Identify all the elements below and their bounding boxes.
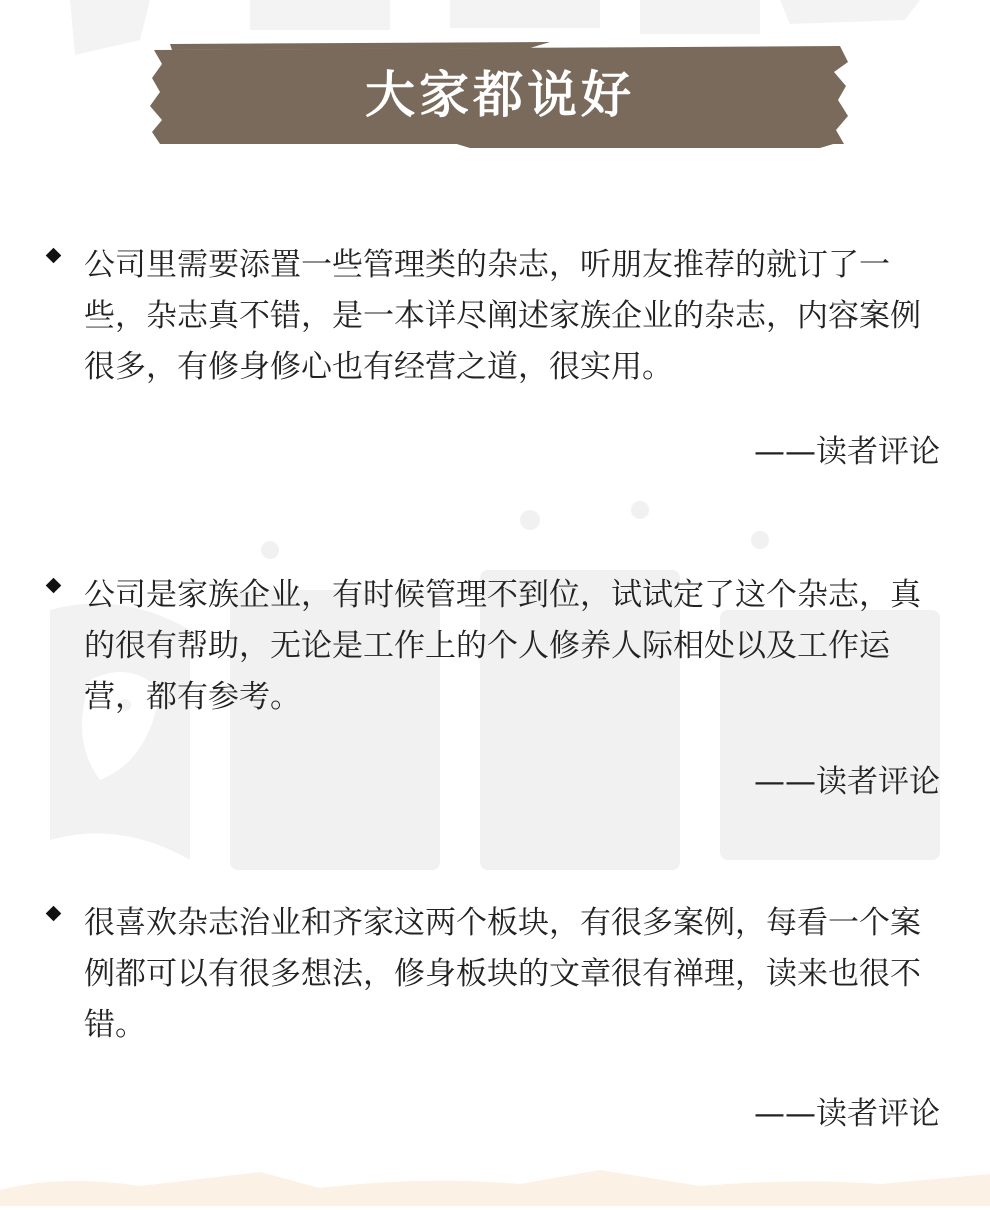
review-text: 公司是家族企业，有时候管理不到位，试试定了这个杂志，真的很有帮助，无论是工作上的个人修养人际相处以及工作运营，都有参考。 <box>84 577 921 715</box>
review-attribution: ——读者评论 <box>754 764 940 800</box>
review-item <box>40 240 945 393</box>
bottom-decoration <box>0 1160 990 1206</box>
review-item <box>40 570 945 723</box>
review-item <box>40 898 945 1051</box>
diamond-bullet-icon <box>46 906 62 922</box>
review-text: 很喜欢杂志治业和齐家这两个板块，有很多案例，每看一个案例都可以有很多想法，修身板块的文章很有禅理，读来也很不错。 <box>84 905 921 1043</box>
page-title: 大家都说好 <box>365 66 635 124</box>
header-banner <box>150 42 850 148</box>
review-text: 公司里需要添置一些管理类的杂志，听朋友推荐的就订了一些，杂志真不错，是一本详尽阐述家族企业的杂志，内容案例很多，有修身修心也有经营之道，很实用。 <box>84 247 921 385</box>
diamond-bullet-icon <box>46 248 62 264</box>
review-attribution: ——读者评论 <box>754 1096 940 1132</box>
diamond-bullet-icon <box>46 578 62 594</box>
review-attribution: ——读者评论 <box>754 434 940 470</box>
